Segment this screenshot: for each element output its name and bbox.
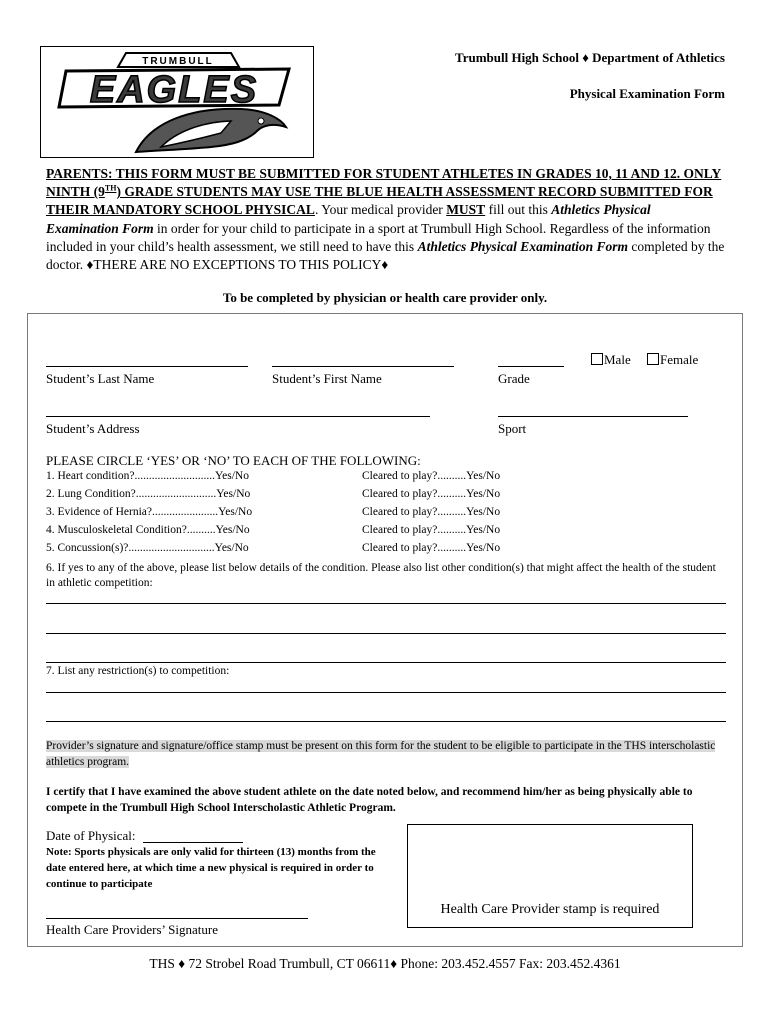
restrictions-line-1[interactable]	[46, 692, 726, 693]
male-checkbox[interactable]	[591, 353, 603, 365]
grade-label: Grade	[498, 371, 530, 386]
footer-contact: THS ♦ 72 Strobel Road Trumbull, CT 06611♦ Phone: 203.452.4557 Fax: 203.452.4361	[149, 956, 621, 971]
female-checkbox[interactable]	[647, 353, 659, 365]
intro-caps-sup: TH	[104, 183, 117, 193]
question-3[interactable]: 3. Evidence of Hernia?.......................Yes/No	[46, 506, 253, 518]
intro-text-4: completed by the doctor. ♦THERE ARE NO EXCEPTIONS TO THIS POLICY♦	[46, 238, 725, 273]
header-title: Trumbull High School ♦ Department of Athletics	[454, 50, 725, 65]
address-field[interactable]	[46, 416, 430, 417]
intro-form-name-2: Athletics Physical Examination Form	[417, 238, 628, 254]
question-1-cleared[interactable]: Cleared to play?..........Yes/No	[362, 470, 501, 482]
signature-label: Health Care Providers’ Signature	[46, 922, 218, 937]
question-4-cleared[interactable]: Cleared to play?..........Yes/No	[362, 524, 501, 536]
logo-main-text: EAGLES	[89, 69, 259, 111]
question-6: 6. If yes to any of the above, please list below details of the condition. Please also list other condition(s) that might affect the health of the student in athletic competition:	[46, 562, 716, 589]
sport-field[interactable]	[498, 416, 688, 417]
first-name-label: Student’s First Name	[272, 371, 382, 386]
school-logo	[40, 46, 314, 158]
eagles-logo-graphic	[41, 47, 313, 157]
intro-must: MUST	[446, 202, 486, 218]
male-option[interactable]	[591, 352, 631, 368]
question-2-cleared[interactable]: Cleared to play?..........Yes/No	[362, 488, 501, 500]
intro-caps-1: PARENTS: THIS FORM MUST BE SUBMITTED FOR STUDENT ATHLETES IN GRADES 10, 11 AND 12. ONLY NINTH (9	[46, 166, 722, 200]
condition-details-line-3[interactable]	[46, 662, 726, 663]
date-of-physical-label: Date of Physical:	[46, 828, 136, 843]
date-of-physical-field[interactable]	[143, 842, 243, 843]
provider-note-text: Provider’s signature and signature/office stamp must be present on this form for the student to be eligible to participate in the THS interscholastic athletics program.	[46, 740, 716, 768]
question-2[interactable]: 2. Lung Condition?............................Yes/No	[46, 488, 251, 500]
male-label: Male	[604, 352, 631, 367]
question-3-cleared[interactable]: Cleared to play?..........Yes/No	[362, 506, 501, 518]
condition-details-line-1[interactable]	[46, 603, 726, 604]
intro-caps-2: ) GRADE STUDENTS MAY USE THE BLUE HEALTH ASSESSMENT RECORD SUBMITTED FOR THEIR MANDATORY SCHOOL PHYSICAL	[46, 184, 713, 218]
question-4[interactable]: 4. Musculoskeletal Condition?..........Yes/No	[46, 524, 250, 536]
grade-field[interactable]	[498, 366, 564, 367]
logo-top-text: TRUMBULL	[142, 56, 214, 67]
question-7: 7. List any restriction(s) to competition:	[46, 665, 230, 677]
physician-only-note: To be completed by physician or health care provider only.	[222, 290, 548, 305]
female-option[interactable]	[647, 352, 698, 368]
stamp-label: Health Care Provider stamp is required	[440, 902, 660, 917]
questions-heading: PLEASE CIRCLE ‘YES’ OR ‘NO’ TO EACH OF THE FOLLOWING:	[46, 453, 421, 468]
last-name-label: Student’s Last Name	[46, 371, 155, 386]
address-label: Student’s Address	[46, 421, 140, 436]
validity-note: Note: Sports physicals are only valid for thirteen (13) months from the date entered here, at which time a new physical is required in order to continue to participate	[46, 846, 376, 890]
question-5[interactable]: 5. Concussion(s)?..............................Yes/No	[46, 542, 249, 554]
question-5-cleared[interactable]: Cleared to play?..........Yes/No	[362, 542, 501, 554]
restrictions-line-2[interactable]	[46, 721, 726, 722]
intro-text-1: . Your medical provider	[314, 202, 447, 218]
intro-form-name-1: Athletics Physical Examination Form	[46, 202, 651, 236]
last-name-field[interactable]	[46, 366, 248, 367]
sport-label: Sport	[498, 421, 527, 436]
provider-note	[46, 738, 726, 770]
condition-details-line-2[interactable]	[46, 633, 726, 634]
certification-statement: I certify that I have examined the above student athlete on the date noted below, and recommend him/her as being physically able to compete in the Trumbull High School Interscholastic Athletic Program.	[46, 786, 693, 814]
provider-signature-field[interactable]	[46, 918, 308, 919]
form-title: Physical Examination Form	[569, 86, 725, 101]
question-1[interactable]: 1. Heart condition?............................Yes/No	[46, 470, 249, 482]
intro-text-3: in order for your child to participate in a sport at Trumbull High School. Regardless of the information included in your child’s health assessment, we still need to have this	[46, 220, 711, 254]
female-label: Female	[660, 352, 699, 367]
intro-text-2: fill out this	[485, 202, 552, 218]
first-name-field[interactable]	[272, 366, 454, 367]
intro-paragraph	[46, 165, 726, 274]
